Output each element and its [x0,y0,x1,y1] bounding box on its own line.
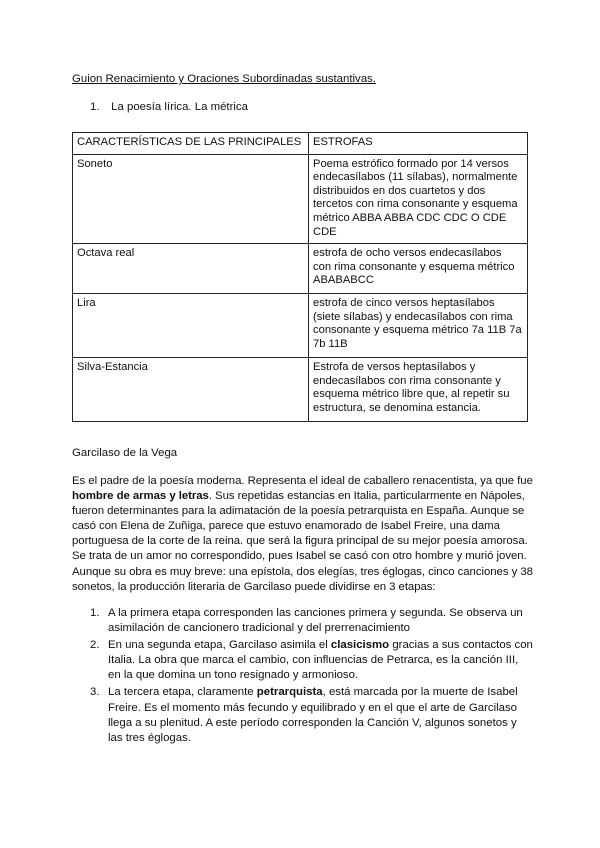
table-header-cell: ESTROFAS [309,133,528,155]
table-row [73,244,528,294]
author-biography [72,474,534,595]
document-title: Guion Renacimiento y Oraciones Subordinadas sustantivas. [72,73,376,85]
list-item [72,638,534,683]
stage-text: En una segunda etapa, Garcilaso asimila el [108,639,331,652]
strophe-description: Estrofa de versos heptasílabos y endecasílabos con rima consonante y esquema métrico libre que, al repetir su estructura, se denomina estancia. [309,358,528,422]
bio-text: . Sus repetidas estancias en Italia, particularmente en Nápoles, fueron determinantes para la adimatación de la poesía petrarquista en España. Aunque se casó con Elena de Zuñiga, parece que estuvo enamorado de Isabel Freire, una dama portuguesa de la corte de la reina. que será la figura principal de su mejor poesía amorosa. Se trata de un amor no correspondido, pues Isabel se casó con otro hombre y murió joven. Aunque su obra es muy breve: una epístola, dos elegías, tres églogas, cinco canciones y 38 sonetos, la producción literaria de Garcilaso puede dividirse en 3 etapas: [72,490,533,593]
strophe-description: estrofa de cinco versos heptasílabos (siete sílabas) y endecasílabos con rima consonante y esquema métrico 7a 11B 7a 7b 11B [309,294,528,358]
section-heading [90,100,248,115]
list-item [72,606,534,636]
table-header-cell: CARACTERÍSTICAS DE LAS PRINCIPALES [73,133,309,155]
bio-emphasis: hombre de armas y letras [72,490,209,503]
stage-emphasis: clasicismo [330,639,390,652]
table-row [73,358,528,422]
table-header-row [73,133,528,155]
stage-text: A la primera etapa corresponden las canciones primera y segunda. Se observa un asimilación de cancionero tradicional y del prerrenacimiento [108,607,523,635]
list-item-number: 2. [90,639,100,652]
strophe-description: estrofa de ocho versos endecasílabos con rima consonante y esquema métrico ABABABCC [309,244,528,294]
strophe-name: Octava real [73,244,309,294]
bio-text: Es el padre de la poesía moderna. Representa el ideal de caballero renacentista, ya que fue [72,475,533,487]
author-heading: Garcilaso de la Vega [72,447,178,459]
list-item-number: 3. [90,686,100,699]
section-number: 1. [90,101,100,113]
stage-emphasis: petrarquista [256,686,323,699]
strophe-description: Poema estrófico formado por 14 versos endecasílabos (11 sílabas), normalmente distribuidos en dos cuartetos y dos tercetos con rima consonante y esquema métrico ABBA ABBA CDC CDC O CDE CDE [309,154,528,244]
table-row [73,154,528,244]
stages-list [72,606,534,748]
stage-text: , está marcada por la muerte de Isabel Freire. Es el momento más fecundo y equilibrado y en el que el arte de Garcilaso llega a su plenitud. A este período corresponden la Canción V, algunos sonetos y las tres églogas. [108,686,518,744]
strophe-name: Silva-Estancia [73,358,309,422]
strophe-name: Soneto [73,154,309,244]
list-item [72,685,534,745]
strophe-name: Lira [73,294,309,358]
strophes-table [72,132,528,422]
stage-text: La tercera etapa, claramente [108,686,257,699]
section-title: La poesía lírica. La métrica [111,101,248,113]
list-item-number: 1. [90,607,100,619]
table-row [73,294,528,358]
stage-text: gracias a sus contactos con Italia. La obra que marca el cambio, con influencias de Petrarca, es la canción III, en la que domina un tono resignado y armonioso. [108,639,533,682]
